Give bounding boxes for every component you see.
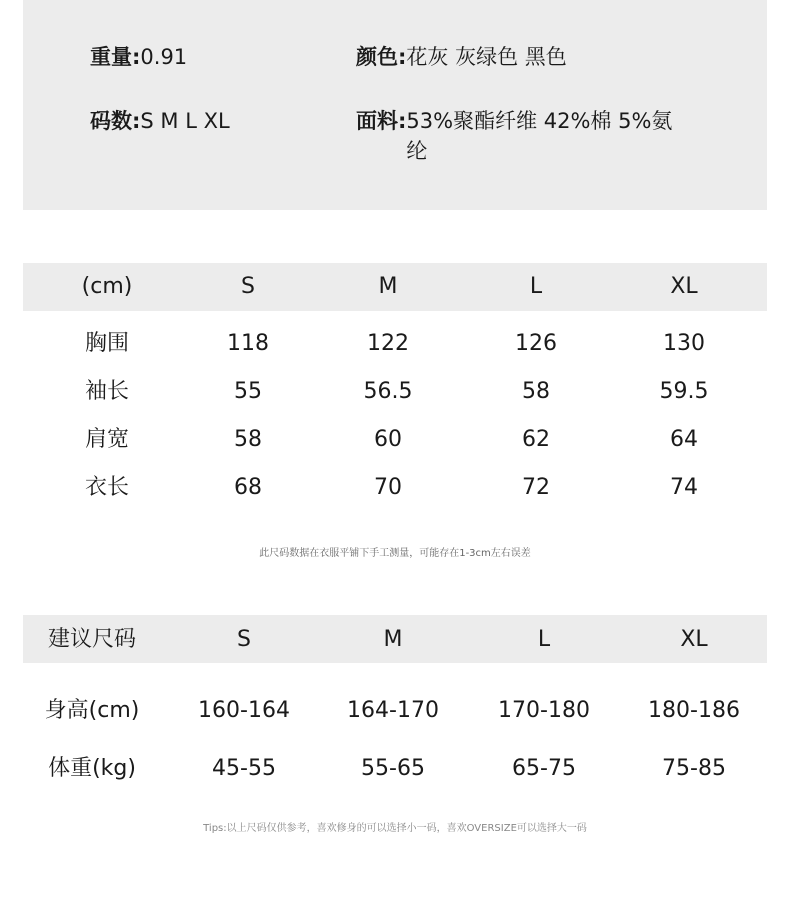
header-size-l: L xyxy=(529,274,543,299)
spec-weight xyxy=(90,42,187,72)
table-cell: 130 xyxy=(663,331,705,356)
header-unit: (cm) xyxy=(81,274,133,299)
spec-fabric xyxy=(356,106,716,166)
spec-color-value: 花灰 灰绿色 黑色 xyxy=(406,45,567,69)
table-cell: 45-55 xyxy=(212,756,276,781)
spec-sizes xyxy=(90,106,230,136)
table-cell: 122 xyxy=(367,331,409,356)
header-size-m: M xyxy=(383,627,403,652)
spec-weight-value: 0.91 xyxy=(140,45,188,69)
table-cell: 55-65 xyxy=(361,756,425,781)
table-cell: 74 xyxy=(670,475,698,500)
table-cell: 126 xyxy=(515,331,557,356)
row-label-weight: 体重(kg) xyxy=(48,756,136,781)
row-label-height: 身高(cm) xyxy=(44,698,140,723)
table-cell: 70 xyxy=(374,475,402,500)
row-label-sleeve: 袖长 xyxy=(84,379,130,404)
table-cell: 65-75 xyxy=(512,756,576,781)
spec-sizes-label: 码数: xyxy=(90,109,141,133)
row-label-length: 衣长 xyxy=(84,475,130,500)
recommend-table xyxy=(23,615,767,815)
spec-color-label: 颜色: xyxy=(356,45,407,69)
table-cell: 56.5 xyxy=(363,379,413,404)
header-size-s: S xyxy=(237,627,251,652)
measurement-table xyxy=(23,263,767,513)
table-cell: 60 xyxy=(374,427,402,452)
table-cell: 118 xyxy=(227,331,269,356)
table-cell: 58 xyxy=(234,427,262,452)
table-cell: 180-186 xyxy=(648,698,740,723)
table-cell: 160-164 xyxy=(198,698,290,723)
spec-fabric-value: 53%聚酯纤维 42%棉 5%氨纶 xyxy=(406,109,673,163)
table-cell: 170-180 xyxy=(498,698,590,723)
table-cell: 64 xyxy=(670,427,698,452)
spec-fabric-label: 面料: xyxy=(356,109,407,133)
table-cell: 59.5 xyxy=(659,379,709,404)
table-cell: 164-170 xyxy=(347,698,439,723)
spec-panel xyxy=(23,0,767,210)
measurement-note: 此尺码数据在衣服平铺下手工测量，可能存在1-3cm左右误差 xyxy=(259,548,531,559)
spec-sizes-value: S M L XL xyxy=(140,109,230,133)
tips-note: Tips:以上尺码仅供参考，喜欢修身的可以选择小一码，喜欢OVERSIZE可以选择大一码 xyxy=(203,823,587,834)
header-size-m: M xyxy=(378,274,398,299)
table-cell: 55 xyxy=(234,379,262,404)
table-cell: 62 xyxy=(522,427,550,452)
row-label-shoulder: 肩宽 xyxy=(84,427,130,452)
spec-color xyxy=(356,42,567,72)
header-size-s: S xyxy=(241,274,255,299)
table-cell: 72 xyxy=(522,475,550,500)
header-size-xl: XL xyxy=(680,627,708,652)
header-size-xl: XL xyxy=(670,274,698,299)
header-size-l: L xyxy=(537,627,551,652)
spec-weight-label: 重量: xyxy=(90,45,141,69)
table-cell: 58 xyxy=(522,379,550,404)
header-recommend-size: 建议尺码 xyxy=(47,627,137,652)
row-label-chest: 胸围 xyxy=(84,331,130,356)
table-cell: 68 xyxy=(234,475,262,500)
table-cell: 75-85 xyxy=(662,756,726,781)
